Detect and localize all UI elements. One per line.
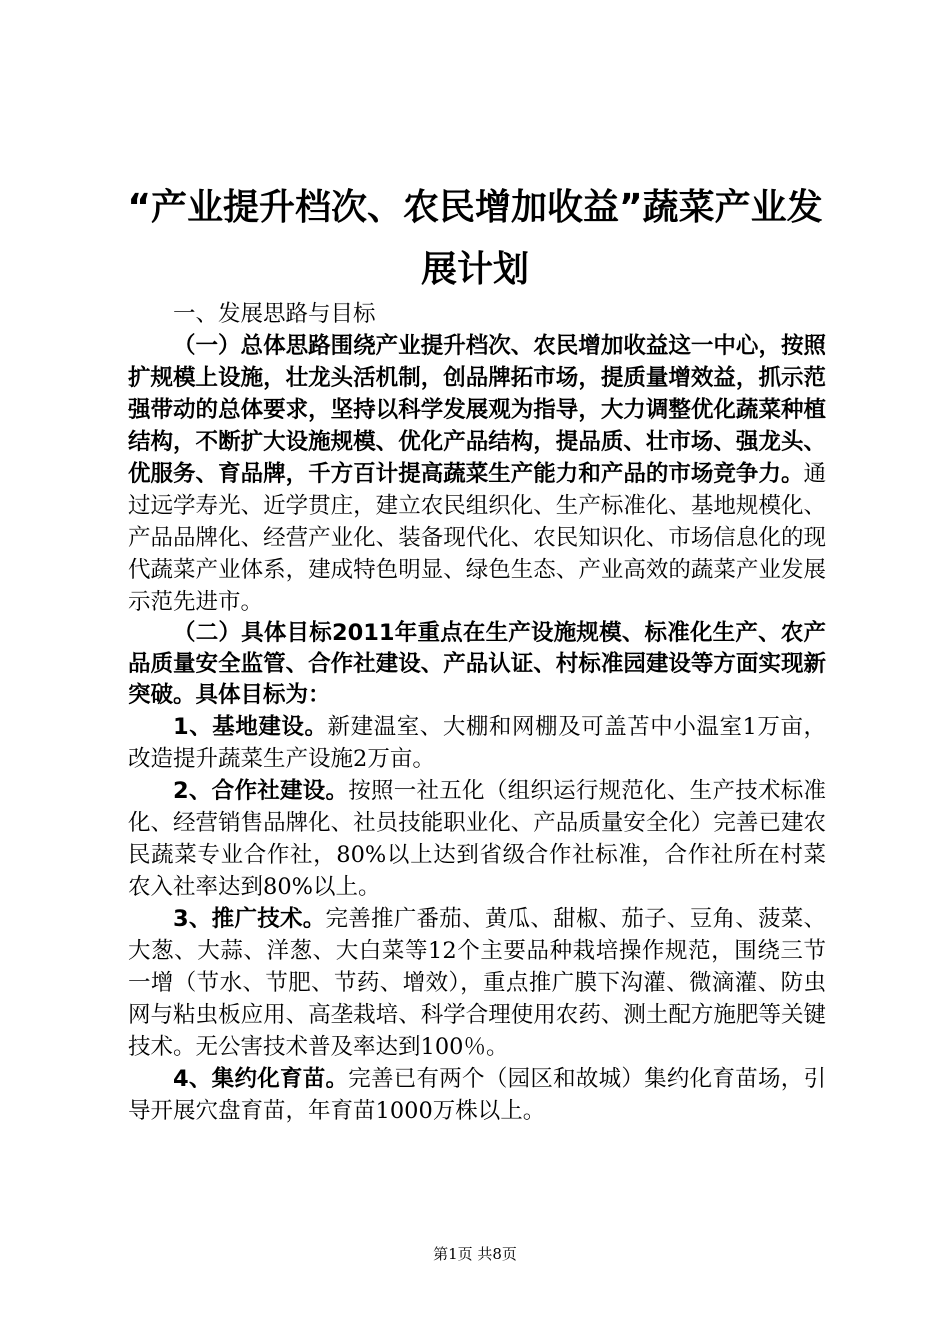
goal-item-label: 4、集约化育苗。 (173, 1066, 349, 1092)
goal-item-text: 新建温室、大棚和网棚及可盖苫中小温室1万亩，改造提升蔬菜生产设施2万亩。 (128, 714, 826, 772)
document-title-line-1: “产业提升档次、农民增加收益”蔬菜产业发 (127, 187, 823, 228)
document-body (128, 299, 826, 1127)
goal-item-text: 按照一社五化（组织运行规范化、生产技术标准化、经营销售品牌化、社员技能职业化、产品质量安全化）完善已建农民蔬菜专业合作社，80%以上达到省级合作社标准，合作社所在村菜农入社率达到80%以上。 (128, 778, 826, 900)
paragraph-general-approach (128, 330, 826, 618)
paragraph-specific-goals (128, 618, 826, 711)
page-number-footer: 第1页 共8页 (433, 1245, 517, 1263)
document-title-line-2: 展计划 (420, 249, 529, 290)
paragraph-general-approach-rest: 通过远学寿光、近学贯庄，建立农民组织化、生产标准化、基地规模化、产品品牌化、经营产业化、装备现代化、农民知识化、市场信息化的现代蔬菜产业体系，建成特色明显、绿色生态、产业高效的蔬菜产业发展示范先进市。 (128, 461, 826, 615)
goal-item-text: 完善已有两个（园区和故城）集约化育苗场，引导开展穴盘育苗，年育苗1000万株以上。 (128, 1066, 826, 1124)
goal-item-base-construction (128, 711, 826, 775)
goal-item-label: 3、推广技术。 (173, 906, 326, 932)
goal-item-cooperative (128, 775, 826, 903)
section-heading-text: 一、发展思路与目标 (173, 301, 376, 327)
goal-item-text: 完善推广番茄、黄瓜、甜椒、茄子、豆角、菠菜、大葱、大蒜、洋葱、大白菜等12个主要品种栽培操作规范，围绕三节一增（节水、节肥、节药、增效），重点推广膜下沟灌、微滴灌、防虫网与粘虫板应用、高垄栽培、科学合理使用农药、测土配方施肥等关键技术。无公害技术普及率达到100％。 (128, 906, 826, 1060)
goal-item-label: 1、基地建设。 (173, 714, 328, 740)
paragraph-specific-goals-text: （二）具体目标2011年重点在生产设施规模、标准化生产、农产品质量安全监管、合作社建设、产品认证、村标准园建设等方面实现新突破。具体目标为： (128, 620, 826, 708)
paragraph-general-approach-lead: （一）总体思路围绕产业提升档次、农民增加收益这一中心，按照扩规模上设施，壮龙头活机制，创品牌拓市场，提质量增效益，抓示范强带动的总体要求，坚持以科学发展观为指导，大力调整优化蔬菜种植结构，不断扩大设施规模、优化产品结构，提品质、壮市场、强龙头、优服务、育品牌，千方百计提高蔬菜生产能力和产品的市场竞争力。 (128, 333, 826, 487)
goal-item-technology (128, 903, 826, 1063)
goal-item-label: 2、合作社建设。 (173, 778, 349, 804)
section-heading (128, 299, 826, 330)
goal-item-seedling (128, 1063, 826, 1127)
